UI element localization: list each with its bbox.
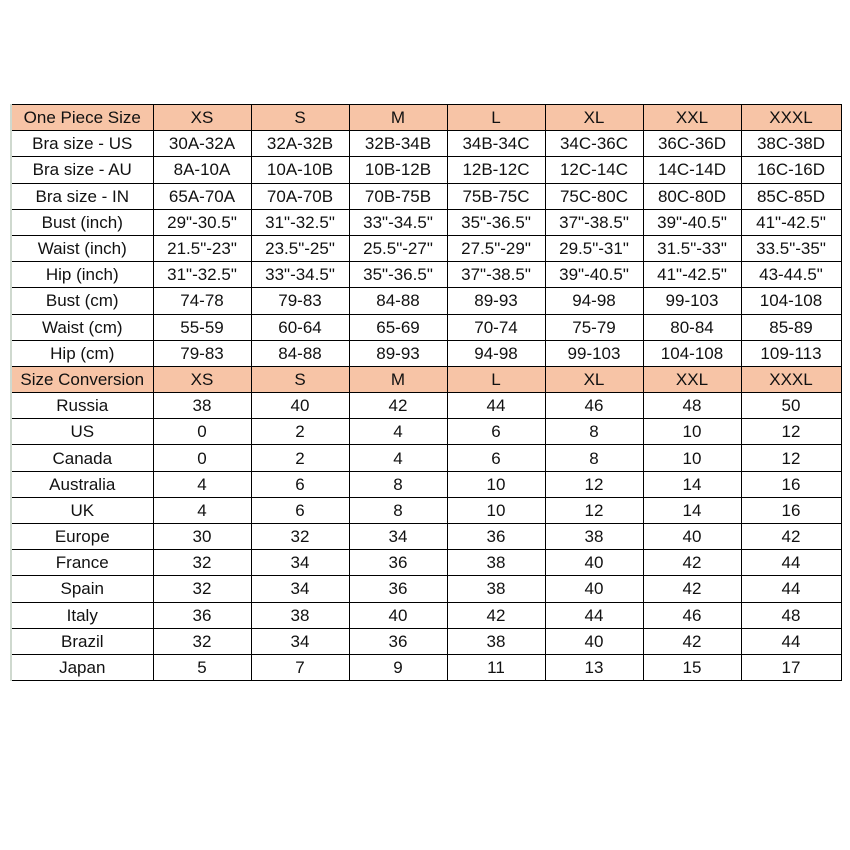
size-header-cell: XXL: [643, 366, 741, 392]
row-label-cell: Italy: [11, 602, 153, 628]
size-header-cell: L: [447, 366, 545, 392]
value-cell: 32: [153, 550, 251, 576]
value-cell: 36: [447, 524, 545, 550]
value-cell: 30A-32A: [153, 131, 251, 157]
value-cell: 75C-80C: [545, 183, 643, 209]
value-cell: 50: [741, 393, 841, 419]
row-label-cell: Brazil: [11, 628, 153, 654]
value-cell: 36: [349, 576, 447, 602]
value-cell: 44: [545, 602, 643, 628]
value-cell: 34: [349, 524, 447, 550]
table-row: [11, 183, 841, 209]
size-header-cell: XS: [153, 105, 251, 131]
conversion-header-row: [11, 366, 841, 392]
value-cell: 32: [251, 524, 349, 550]
size-header-cell: M: [349, 366, 447, 392]
value-cell: 2: [251, 445, 349, 471]
value-cell: 27.5"-29": [447, 235, 545, 261]
value-cell: 32: [153, 628, 251, 654]
value-cell: 79-83: [251, 288, 349, 314]
value-cell: 38: [447, 550, 545, 576]
value-cell: 35"-36.5": [447, 209, 545, 235]
row-label-cell: Japan: [11, 654, 153, 680]
value-cell: 37"-38.5": [545, 209, 643, 235]
value-cell: 10: [447, 471, 545, 497]
value-cell: 99-103: [643, 288, 741, 314]
table-row: [11, 393, 841, 419]
value-cell: 38: [251, 602, 349, 628]
value-cell: 34: [251, 550, 349, 576]
value-cell: 42: [741, 524, 841, 550]
table-row: [11, 471, 841, 497]
value-cell: 16C-16D: [741, 157, 841, 183]
value-cell: 38C-38D: [741, 131, 841, 157]
value-cell: 46: [643, 602, 741, 628]
value-cell: 9: [349, 654, 447, 680]
table-row: [11, 314, 841, 340]
value-cell: 34C-36C: [545, 131, 643, 157]
value-cell: 8: [545, 445, 643, 471]
size-header-cell: S: [251, 105, 349, 131]
value-cell: 104-108: [643, 340, 741, 366]
value-cell: 16: [741, 497, 841, 523]
size-header-cell: XS: [153, 366, 251, 392]
row-label-cell: Bra size - IN: [11, 183, 153, 209]
value-cell: 36C-36D: [643, 131, 741, 157]
value-cell: 79-83: [153, 340, 251, 366]
size-header-cell: XL: [545, 366, 643, 392]
table-row: [11, 340, 841, 366]
row-label-cell: UK: [11, 497, 153, 523]
value-cell: 10: [643, 445, 741, 471]
value-cell: 21.5"-23": [153, 235, 251, 261]
value-cell: 89-93: [349, 340, 447, 366]
size-header-cell: S: [251, 366, 349, 392]
value-cell: 33"-34.5": [349, 209, 447, 235]
row-label-cell: Hip (cm): [11, 340, 153, 366]
value-cell: 34B-34C: [447, 131, 545, 157]
value-cell: 40: [643, 524, 741, 550]
row-label-cell: Hip (inch): [11, 262, 153, 288]
value-cell: 48: [643, 393, 741, 419]
table-row: [11, 628, 841, 654]
value-cell: 42: [349, 393, 447, 419]
row-label-cell: Australia: [11, 471, 153, 497]
value-cell: 30: [153, 524, 251, 550]
value-cell: 10: [447, 497, 545, 523]
value-cell: 32: [153, 576, 251, 602]
table-row: [11, 419, 841, 445]
value-cell: 65-69: [349, 314, 447, 340]
value-cell: 31.5"-33": [643, 235, 741, 261]
value-cell: 14: [643, 471, 741, 497]
value-cell: 10A-10B: [251, 157, 349, 183]
value-cell: 16: [741, 471, 841, 497]
value-cell: 7: [251, 654, 349, 680]
table-row: [11, 209, 841, 235]
value-cell: 0: [153, 445, 251, 471]
table-row: [11, 157, 841, 183]
table-row: [11, 131, 841, 157]
value-cell: 14C-14D: [643, 157, 741, 183]
value-cell: 4: [349, 419, 447, 445]
size-header-cell: XXXL: [741, 366, 841, 392]
value-cell: 12C-14C: [545, 157, 643, 183]
value-cell: 12: [741, 419, 841, 445]
value-cell: 84-88: [349, 288, 447, 314]
value-cell: 12: [741, 445, 841, 471]
table-row: [11, 497, 841, 523]
value-cell: 13: [545, 654, 643, 680]
table-row: [11, 524, 841, 550]
value-cell: 10B-12B: [349, 157, 447, 183]
row-label-cell: Spain: [11, 576, 153, 602]
value-cell: 36: [349, 550, 447, 576]
value-cell: 99-103: [545, 340, 643, 366]
value-cell: 23.5"-25": [251, 235, 349, 261]
value-cell: 41"-42.5": [643, 262, 741, 288]
table-row: [11, 288, 841, 314]
row-label-cell: Bra size - US: [11, 131, 153, 157]
measurements-header-row: [11, 105, 841, 131]
value-cell: 4: [153, 471, 251, 497]
row-label-cell: Russia: [11, 393, 153, 419]
size-header-cell: XXL: [643, 105, 741, 131]
value-cell: 41"-42.5": [741, 209, 841, 235]
value-cell: 38: [447, 628, 545, 654]
value-cell: 70A-70B: [251, 183, 349, 209]
value-cell: 0: [153, 419, 251, 445]
value-cell: 36: [349, 628, 447, 654]
value-cell: 44: [741, 550, 841, 576]
row-label-cell: Waist (inch): [11, 235, 153, 261]
value-cell: 33.5"-35": [741, 235, 841, 261]
size-header-cell: L: [447, 105, 545, 131]
value-cell: 5: [153, 654, 251, 680]
value-cell: 44: [447, 393, 545, 419]
value-cell: 6: [251, 497, 349, 523]
value-cell: 32B-34B: [349, 131, 447, 157]
value-cell: 65A-70A: [153, 183, 251, 209]
value-cell: 44: [741, 576, 841, 602]
value-cell: 75B-75C: [447, 183, 545, 209]
value-cell: 4: [153, 497, 251, 523]
row-label-cell: US: [11, 419, 153, 445]
value-cell: 40: [349, 602, 447, 628]
value-cell: 70-74: [447, 314, 545, 340]
table-row: [11, 445, 841, 471]
value-cell: 104-108: [741, 288, 841, 314]
value-cell: 42: [643, 550, 741, 576]
value-cell: 6: [447, 419, 545, 445]
value-cell: 33"-34.5": [251, 262, 349, 288]
value-cell: 12: [545, 471, 643, 497]
value-cell: 12: [545, 497, 643, 523]
row-label-cell: Canada: [11, 445, 153, 471]
size-chart-body: [11, 105, 841, 681]
value-cell: 55-59: [153, 314, 251, 340]
value-cell: 80C-80D: [643, 183, 741, 209]
value-cell: 89-93: [447, 288, 545, 314]
value-cell: 8A-10A: [153, 157, 251, 183]
value-cell: 85C-85D: [741, 183, 841, 209]
value-cell: 84-88: [251, 340, 349, 366]
value-cell: 31"-32.5": [251, 209, 349, 235]
value-cell: 40: [545, 550, 643, 576]
value-cell: 10: [643, 419, 741, 445]
value-cell: 80-84: [643, 314, 741, 340]
value-cell: 40: [545, 576, 643, 602]
value-cell: 74-78: [153, 288, 251, 314]
row-label-cell: Europe: [11, 524, 153, 550]
value-cell: 34: [251, 576, 349, 602]
value-cell: 75-79: [545, 314, 643, 340]
value-cell: 8: [349, 471, 447, 497]
size-chart-table: [10, 104, 842, 681]
table-row: [11, 235, 841, 261]
value-cell: 94-98: [447, 340, 545, 366]
value-cell: 42: [643, 576, 741, 602]
value-cell: 4: [349, 445, 447, 471]
value-cell: 2: [251, 419, 349, 445]
size-header-cell: M: [349, 105, 447, 131]
value-cell: 43-44.5": [741, 262, 841, 288]
value-cell: 44: [741, 628, 841, 654]
header-label-cell: Size Conversion: [11, 366, 153, 392]
value-cell: 29.5"-31": [545, 235, 643, 261]
header-label-cell: One Piece Size: [11, 105, 153, 131]
table-row: [11, 262, 841, 288]
row-label-cell: Bust (cm): [11, 288, 153, 314]
value-cell: 39"-40.5": [545, 262, 643, 288]
value-cell: 8: [349, 497, 447, 523]
value-cell: 109-113: [741, 340, 841, 366]
value-cell: 60-64: [251, 314, 349, 340]
row-label-cell: Waist (cm): [11, 314, 153, 340]
table-row: [11, 654, 841, 680]
value-cell: 15: [643, 654, 741, 680]
value-cell: 37"-38.5": [447, 262, 545, 288]
table-row: [11, 602, 841, 628]
value-cell: 17: [741, 654, 841, 680]
value-cell: 70B-75B: [349, 183, 447, 209]
value-cell: 85-89: [741, 314, 841, 340]
value-cell: 39"-40.5": [643, 209, 741, 235]
value-cell: 38: [153, 393, 251, 419]
value-cell: 6: [447, 445, 545, 471]
value-cell: 8: [545, 419, 643, 445]
value-cell: 48: [741, 602, 841, 628]
value-cell: 42: [643, 628, 741, 654]
value-cell: 40: [545, 628, 643, 654]
value-cell: 36: [153, 602, 251, 628]
table-row: [11, 576, 841, 602]
value-cell: 46: [545, 393, 643, 419]
value-cell: 11: [447, 654, 545, 680]
value-cell: 32A-32B: [251, 131, 349, 157]
value-cell: 94-98: [545, 288, 643, 314]
value-cell: 40: [251, 393, 349, 419]
value-cell: 35"-36.5": [349, 262, 447, 288]
value-cell: 14: [643, 497, 741, 523]
size-header-cell: XXXL: [741, 105, 841, 131]
row-label-cell: Bust (inch): [11, 209, 153, 235]
value-cell: 38: [545, 524, 643, 550]
value-cell: 34: [251, 628, 349, 654]
value-cell: 12B-12C: [447, 157, 545, 183]
table-row: [11, 550, 841, 576]
row-label-cell: France: [11, 550, 153, 576]
size-header-cell: XL: [545, 105, 643, 131]
value-cell: 29"-30.5": [153, 209, 251, 235]
value-cell: 25.5"-27": [349, 235, 447, 261]
value-cell: 38: [447, 576, 545, 602]
row-label-cell: Bra size - AU: [11, 157, 153, 183]
value-cell: 6: [251, 471, 349, 497]
value-cell: 31"-32.5": [153, 262, 251, 288]
value-cell: 42: [447, 602, 545, 628]
